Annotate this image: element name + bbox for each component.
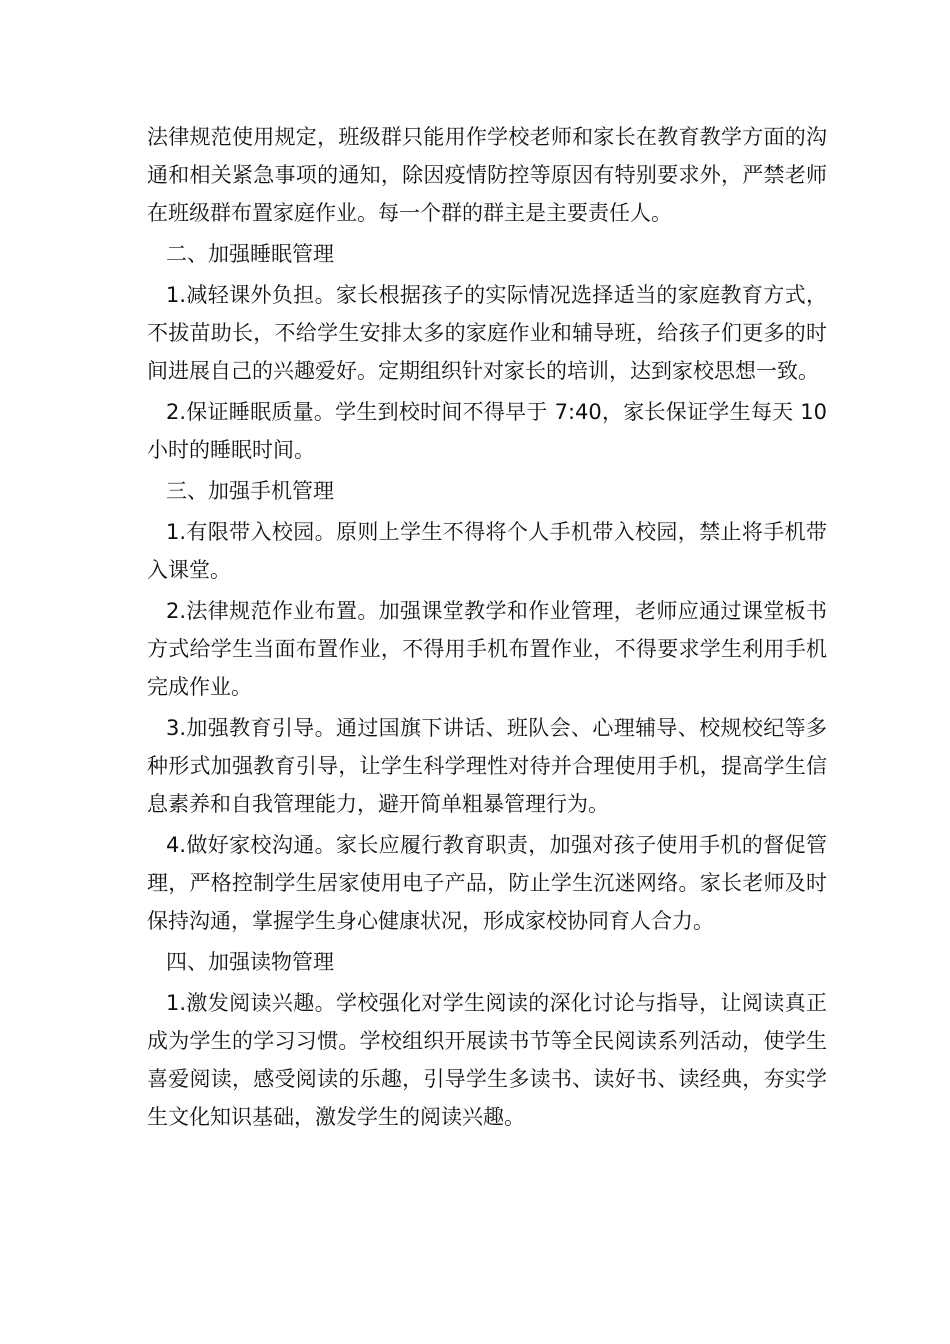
paragraph-phone-item-4: 4.做好家校沟通。家长应履行教育职责，加强对孩子使用手机的督促管理，严格控制学生居家使用电子产品，防止学生沉迷网络。家长老师及时保持沟通，掌握学生身心健康状况，形成家校协同育人合力。 — [147, 833, 827, 933]
section-heading-phone: 三、加强手机管理 — [166, 479, 334, 503]
paragraph-sleep-item-2: 2.保证睡眠质量。学生到校时间不得早于 7:40，家长保证学生每天 10 小时的睡眠时间。 — [147, 400, 827, 462]
paragraph-reading-item-1: 1.激发阅读兴趣。学校强化对学生阅读的深化讨论与指导，让阅读真正成为学生的学习习惯。学校组织开展读书节等全民阅读系列活动，使学生喜爱阅读，感受阅读的乐趣，引导学生多读书、读好书、读经典，夯实学生文化知识基础，激发学生的阅读兴趣。 — [147, 991, 827, 1129]
section-heading-reading: 四、加强读物管理 — [166, 950, 334, 974]
section-heading-sleep: 二、加强睡眠管理 — [166, 242, 334, 266]
paragraph-phone-item-1: 1.有限带入校园。原则上学生不得将个人手机带入校园，禁止将手机带入课堂。 — [147, 520, 827, 582]
paragraph-sleep-item-1: 1.减轻课外负担。家长根据孩子的实际情况选择适当的家庭教育方式，不拔苗助长，不给学生安排太多的家庭作业和辅导班，给孩子们更多的时间进展自己的兴趣爱好。定期组织针对家长的培训，达到家校思想一致。 — [147, 283, 827, 383]
paragraph-continuation: 法律规范使用规定，班级群只能用作学校老师和家长在教育教学方面的沟通和相关紧急事项的通知，除因疫情防控等原因有特别要求外，严禁老师在班级群布置家庭作业。每一个群的群主是主要责任人。 — [147, 125, 827, 225]
paragraph-phone-item-3: 3.加强教育引导。通过国旗下讲话、班队会、心理辅导、校规校纪等多种形式加强教育引导，让学生科学理性对待并合理使用手机，提高学生信息素养和自我管理能力，避开简单粗暴管理行为。 — [147, 716, 827, 816]
paragraph-phone-item-2: 2.法律规范作业布置。加强课堂教学和作业管理，老师应通过课堂板书方式给学生当面布置作业，不得用手机布置作业，不得要求学生利用手机完成作业。 — [147, 599, 827, 699]
document-body — [147, 118, 827, 1136]
